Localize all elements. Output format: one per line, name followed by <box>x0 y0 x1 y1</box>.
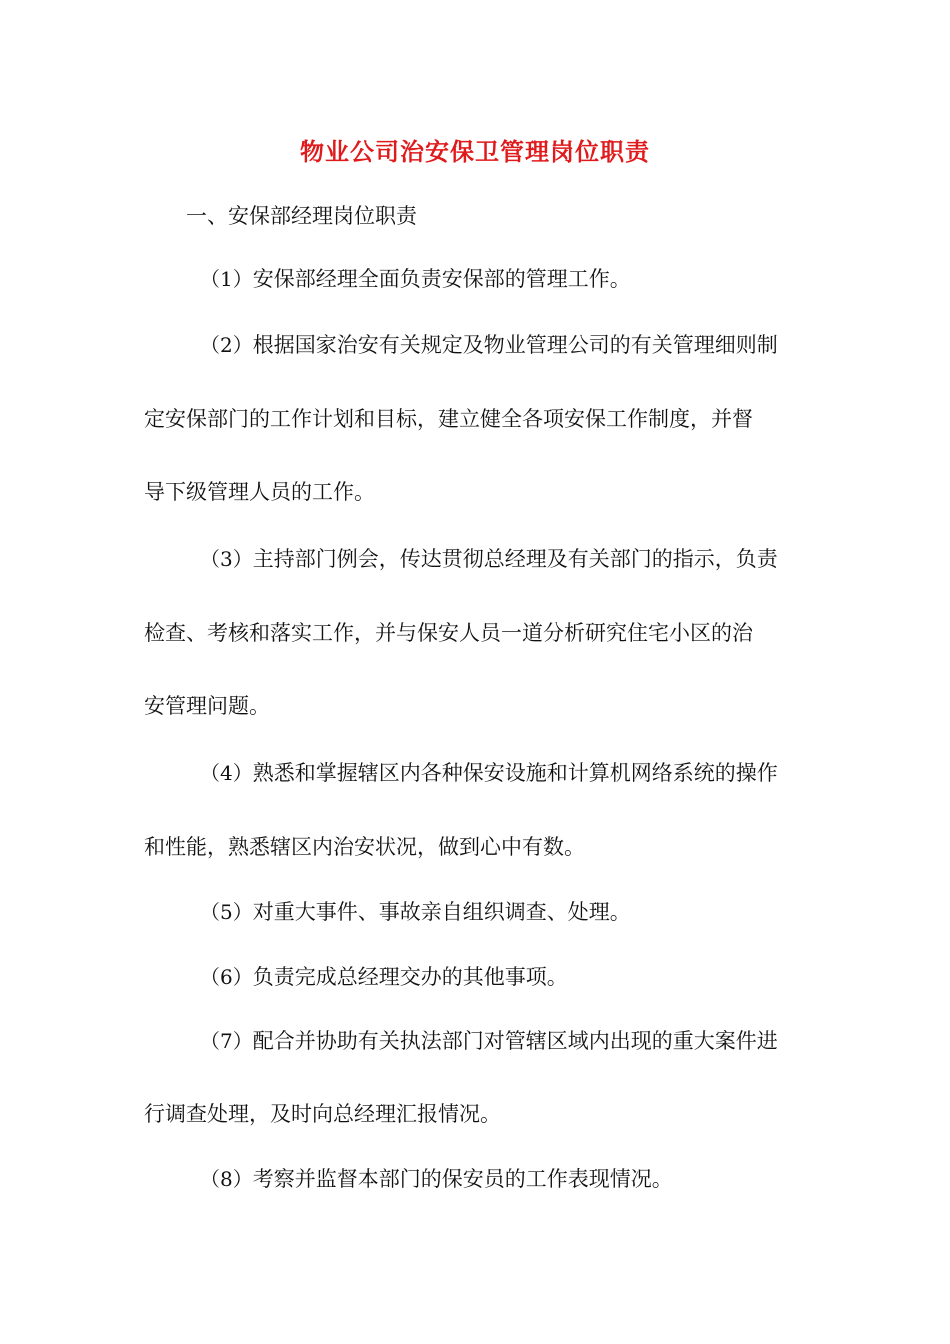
list-item-2 <box>200 330 778 360</box>
list-item-4 <box>200 758 778 788</box>
item-text: 考察并监督本部门的保安员的工作表现情况。 <box>252 1167 673 1191</box>
item-text: 负责完成总经理交办的其他事项。 <box>252 965 568 989</box>
item-text-continuation: 定安保部门的工作计划和目标，建立健全各项安保工作制度，并督 <box>144 407 753 431</box>
item-text: 对重大事件、事故亲自组织调查、处理。 <box>252 900 631 924</box>
item-text: 根据国家治安有关规定及物业管理公司的有关管理细则制 <box>252 333 778 357</box>
list-item-8 <box>200 1164 673 1194</box>
item-text: 安保部经理全面负责安保部的管理工作。 <box>252 267 631 291</box>
list-item-3 <box>200 544 778 574</box>
item-number: （4） <box>200 761 253 785</box>
list-item-1 <box>200 264 631 294</box>
section-heading: 一、安保部经理岗位职责 <box>186 204 417 228</box>
item-number: （8） <box>200 1167 253 1191</box>
list-item-5 <box>200 897 631 927</box>
item-number: （1） <box>200 267 253 291</box>
list-item-7 <box>200 1026 778 1056</box>
item-text-continuation: 和性能，熟悉辖区内治安状况，做到心中有数。 <box>144 835 585 859</box>
item-text-continuation: 行调查处理，及时向总经理汇报情况。 <box>144 1102 501 1126</box>
item-text: 配合并协助有关执法部门对管辖区域内出现的重大案件进 <box>252 1029 778 1053</box>
item-number: （3） <box>200 547 253 571</box>
item-text-continuation: 导下级管理人员的工作。 <box>144 480 375 504</box>
item-text-continuation: 安管理问题。 <box>144 694 270 718</box>
item-number: （5） <box>200 900 253 924</box>
item-number: （2） <box>200 333 253 357</box>
item-number: （7） <box>200 1029 253 1053</box>
item-text: 主持部门例会，传达贯彻总经理及有关部门的指示，负责 <box>252 547 778 571</box>
item-number: （6） <box>200 965 253 989</box>
document-title: 物业公司治安保卫管理岗位职责 <box>300 138 650 166</box>
list-item-6 <box>200 962 568 992</box>
item-text: 熟悉和掌握辖区内各种保安设施和计算机网络系统的操作 <box>252 761 778 785</box>
item-text-continuation: 检查、考核和落实工作，并与保安人员一道分析研究住宅小区的治 <box>144 621 753 645</box>
